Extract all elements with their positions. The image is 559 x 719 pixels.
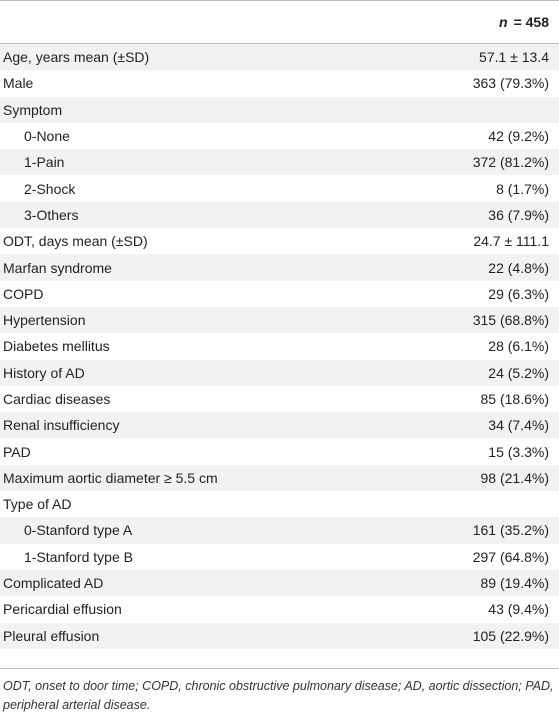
row-value: 8 (1.7%) <box>496 180 549 197</box>
row-value: 42 (9.2%) <box>488 128 549 145</box>
table-row <box>0 149 559 175</box>
table-row <box>0 412 559 438</box>
table-row <box>0 623 559 649</box>
table-row <box>0 517 559 543</box>
row-value: 29 (6.3%) <box>488 285 549 302</box>
row-label: Pericardial effusion <box>3 601 122 618</box>
row-value: 363 (79.3%) <box>472 75 549 92</box>
row-label: Type of AD <box>3 496 72 513</box>
row-label: 1-Stanford type B <box>24 548 133 565</box>
row-value: 98 (21.4%) <box>480 469 549 486</box>
row-label: Pleural effusion <box>3 627 100 644</box>
table-row <box>0 570 559 596</box>
row-value: 24 (5.2%) <box>488 364 549 381</box>
row-value: 43 (9.4%) <box>488 601 549 618</box>
table-row <box>0 360 559 386</box>
table-header-row <box>0 0 559 44</box>
row-label: Complicated AD <box>3 575 104 592</box>
row-value: 15 (3.3%) <box>488 443 549 460</box>
table-row <box>0 254 559 280</box>
row-value: 36 (7.9%) <box>488 206 549 223</box>
row-value: 24.7 ± 111.1 <box>473 233 549 250</box>
row-label: Renal insufficiency <box>3 417 120 434</box>
row-label: Age, years mean (±SD) <box>3 49 150 66</box>
row-label: Male <box>3 75 34 92</box>
row-label: ODT, days mean (±SD) <box>3 233 148 250</box>
row-value: 372 (81.2%) <box>472 154 549 171</box>
table-row <box>0 596 559 622</box>
header-n-label: n <box>499 14 508 30</box>
table-row <box>0 175 559 201</box>
row-label: Hypertension <box>3 312 86 329</box>
table-row <box>0 202 559 228</box>
row-value: 85 (18.6%) <box>480 391 549 407</box>
table-row <box>0 123 559 149</box>
row-label: 3-Others <box>24 206 79 223</box>
table-row <box>0 97 559 123</box>
row-label: COPD <box>3 285 44 302</box>
table-row <box>0 70 559 96</box>
table-row <box>0 465 559 491</box>
row-value: 161 (35.2%) <box>472 522 549 539</box>
row-label: 0-Stanford type A <box>24 522 133 539</box>
row-value: 22 (4.8%) <box>488 259 549 276</box>
row-value: 297 (64.8%) <box>472 548 549 565</box>
table-body <box>0 44 559 649</box>
row-value: 28 (6.1%) <box>488 338 549 355</box>
row-label: Cardiac diseases <box>3 391 111 407</box>
table-row <box>0 307 559 333</box>
table-row <box>0 228 559 254</box>
row-label: PAD <box>3 443 31 460</box>
row-value: 57.1 ± 13.4 <box>479 49 549 66</box>
row-label: Maximum aortic diameter ≥ 5.5 cm <box>3 469 218 486</box>
row-label: Diabetes mellitus <box>3 338 110 355</box>
row-value: 105 (22.9%) <box>472 627 549 644</box>
row-label: History of AD <box>3 364 85 381</box>
row-value: 315 (68.8%) <box>472 312 549 329</box>
row-label: Symptom <box>3 101 63 118</box>
row-value: 89 (19.4%) <box>480 575 549 592</box>
table-row <box>0 281 559 307</box>
header-n-value: = 458 <box>513 14 549 30</box>
table-row <box>0 544 559 570</box>
row-label: Marfan syndrome <box>3 259 112 276</box>
table-row <box>0 44 559 70</box>
table-row <box>0 491 559 517</box>
row-label: 0-None <box>24 128 70 145</box>
table-footnote: ODT, onset to door time; COPD, chronic obstructive pulmonary disease; AD, aortic dissection; PAD, peripheral arterial disease. <box>0 668 559 715</box>
row-label: 2-Shock <box>24 180 76 197</box>
row-label: 1-Pain <box>24 154 65 171</box>
table-row <box>0 333 559 359</box>
table-row <box>0 438 559 464</box>
table-row <box>0 386 559 412</box>
row-value: 34 (7.4%) <box>488 417 549 434</box>
